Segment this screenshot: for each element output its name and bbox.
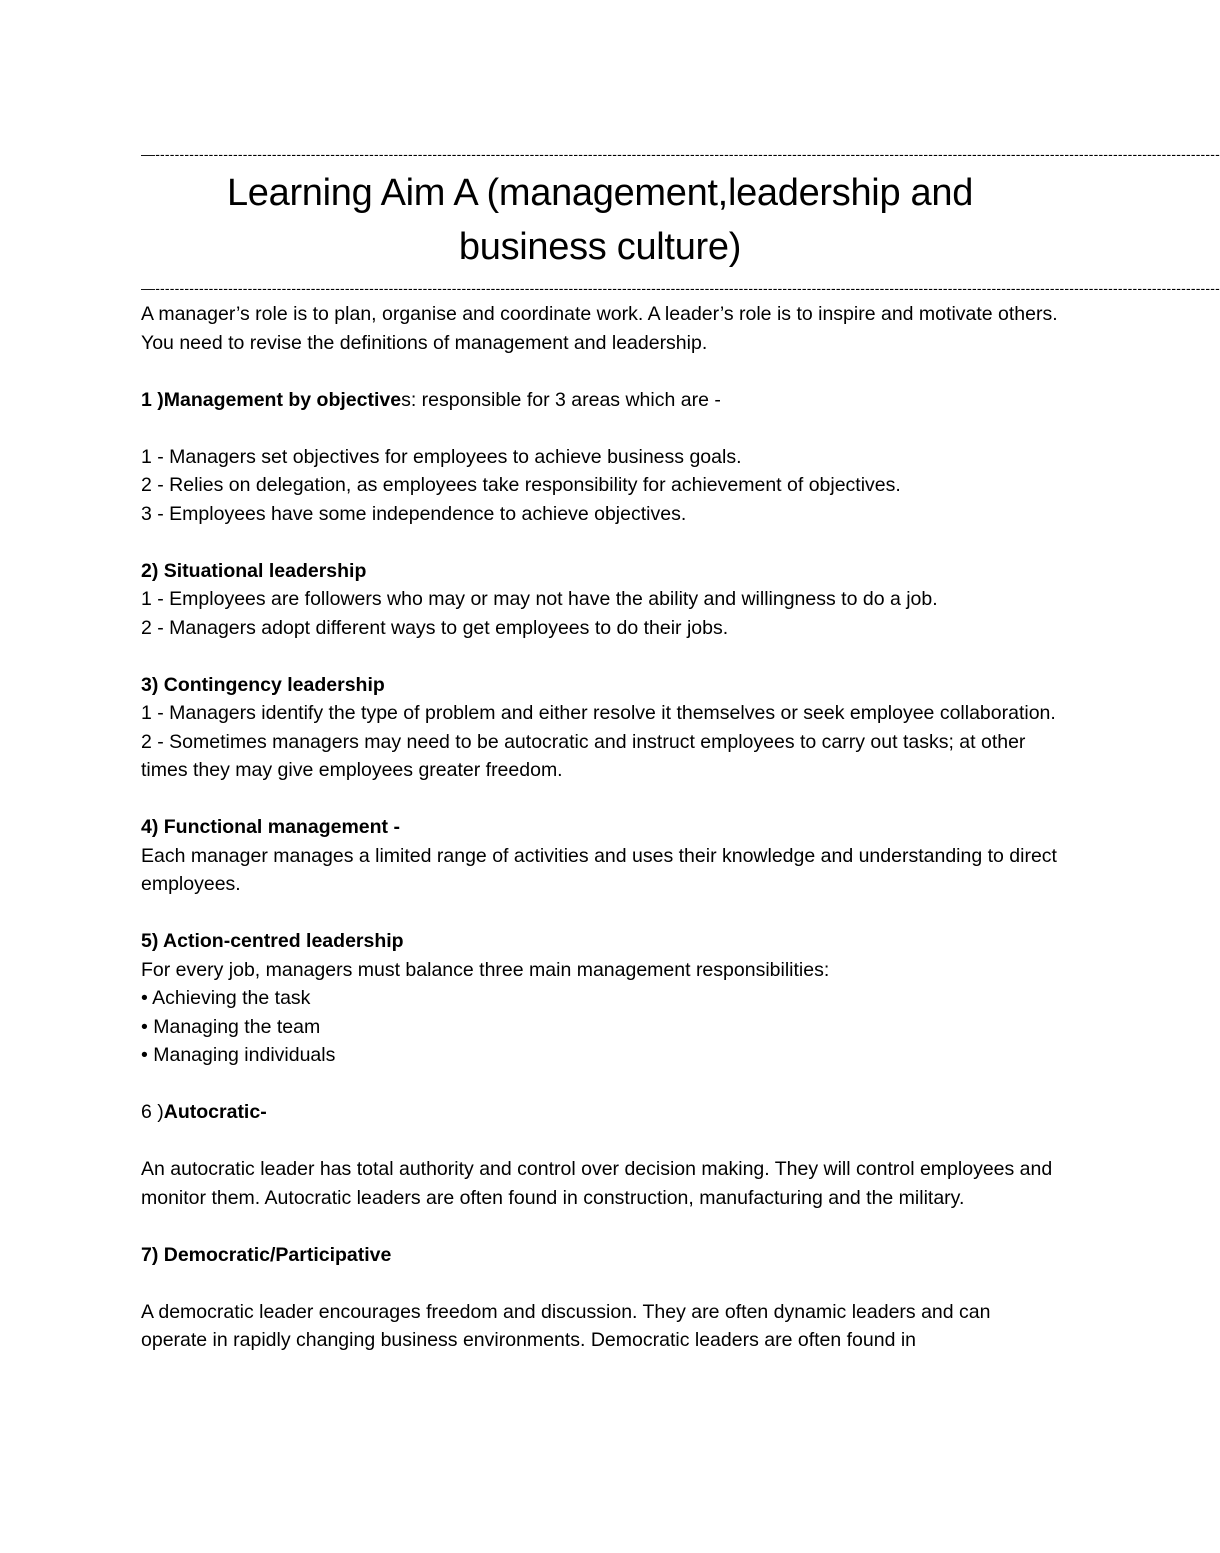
section-6-body: An autocratic leader has total authority and control over decision making. They will control employees and monitor them. Autocratic leaders are often found in construction, manufacturing and the military. <box>141 1158 1053 1209</box>
section-6-heading <box>141 1098 1061 1127</box>
intro-paragraph: A manager’s role is to plan, organise and coordinate work. A leader’s role is to inspire and motivate others. You need to revise the definitions of management and leadership. <box>141 303 1058 354</box>
section-1-title: Management by objective <box>163 388 402 411</box>
section-3 <box>141 671 1061 785</box>
bullet-item: • Achieving the task <box>141 987 311 1009</box>
page-title <box>141 166 1059 274</box>
section-3-heading: 3) Contingency leadership <box>141 673 385 696</box>
title-line-1: Learning Aim A (management,leadership and <box>226 172 974 214</box>
section-1-suffix: s: responsible for 3 areas which are - <box>401 388 721 411</box>
section-1-list <box>141 443 1061 529</box>
section-2-heading: 2) Situational leadership <box>141 559 367 582</box>
title-line-2: business culture) <box>458 226 742 268</box>
section-4-body: Each manager manages a limited range of activities and uses their knowledge and understanding to direct employees. <box>141 844 1057 895</box>
top-divider: —--------------------------------------------------------------------------------------------------------------------------------------------------------------------------------------------------------------------------- <box>141 146 1220 162</box>
list-item: 1 - Managers identify the type of problem and either resolve it themselves or seek employee collaboration. <box>141 702 1056 724</box>
bullet-item: • Managing individuals <box>141 1044 336 1066</box>
list-item: 2 - Sometimes managers may need to be autocratic and instruct employees to carry out tasks; at other times they may give employees greater freedom. <box>141 730 1026 781</box>
bullet-item: • Managing the team <box>141 1015 321 1038</box>
section-5-body: For every job, managers must balance three main management responsibilities: <box>141 958 830 981</box>
document-body <box>141 300 1061 1355</box>
section-2 <box>141 557 1061 643</box>
section-1-prefix: 1 ) <box>141 388 164 411</box>
section-1-heading <box>141 386 1061 415</box>
section-6-prefix: 6 ) <box>141 1101 164 1123</box>
list-item: 2 - Relies on delegation, as employees take responsibility for achievement of objectives. <box>141 474 901 496</box>
section-6-title: Autocratic- <box>163 1101 267 1123</box>
section-4 <box>141 813 1061 899</box>
section-4-heading: 4) Functional management - <box>141 816 400 838</box>
bottom-divider: —--------------------------------------------------------------------------------------------------------------------------------------------------------------------------------------------------------------------------- <box>141 280 1220 296</box>
list-item: 1 - Employees are followers who may or may not have the ability and willingness to do a job. <box>141 588 938 610</box>
section-7-heading: 7) Democratic/Participative <box>141 1243 392 1266</box>
section-7-body: A democratic leader encourages freedom and discussion. They are often dynamic leaders and can operate in rapidly changing business environments. Democratic leaders are often found in <box>141 1300 991 1351</box>
list-item: 3 - Employees have some independence to achieve objectives. <box>141 502 687 525</box>
list-item: 2 - Managers adopt different ways to get employees to do their jobs. <box>141 616 729 639</box>
section-5 <box>141 927 1061 1070</box>
list-item: 1 - Managers set objectives for employees to achieve business goals. <box>141 445 742 468</box>
section-5-heading: 5) Action-centred leadership <box>141 930 404 952</box>
